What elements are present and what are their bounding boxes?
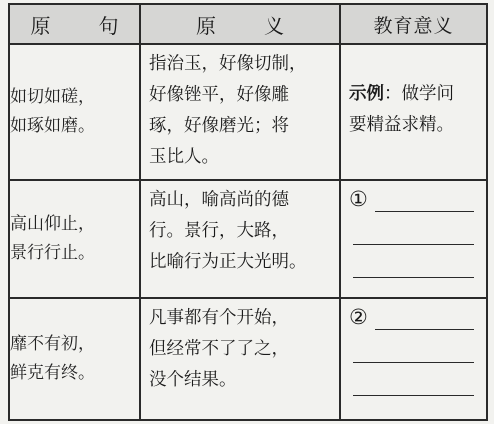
meaning-line: 琢，好像磨光；将 (149, 116, 289, 136)
answer-blank-row (349, 305, 478, 338)
header-education: 教育意义 (340, 4, 487, 44)
header-meaning: 原 义 (140, 4, 340, 44)
answer-blank-line[interactable] (353, 362, 474, 363)
header-row (9, 4, 487, 44)
table-row (9, 180, 487, 298)
meaning-line: 但经常不了了之， (149, 339, 289, 359)
idiom-table (8, 3, 488, 421)
meaning-line: 凡事都有个开始， (149, 308, 289, 328)
original-cell (9, 180, 140, 298)
meaning-line: 好像锉平，好像雕 (149, 85, 289, 105)
meaning-line: 玉比人。 (149, 147, 219, 167)
answer-blank-line[interactable] (353, 244, 474, 245)
meaning-line: 高山，喻高尚的德 (149, 190, 289, 210)
meaning-line: 比喻行为正大光明。 (149, 252, 307, 272)
answer-number-1: ① (349, 187, 368, 211)
answer-cell-1 (340, 180, 487, 298)
original-line: 景行行止。 (10, 243, 95, 263)
answer-blank-row (349, 253, 478, 286)
answer-blank-line[interactable] (375, 211, 474, 212)
table-row (9, 298, 487, 420)
meaning-cell (140, 180, 340, 298)
answer-blank-row (349, 371, 478, 404)
original-line: 如切如磋， (10, 87, 95, 107)
meaning-cell (140, 298, 340, 420)
meaning-cell (140, 44, 340, 180)
answer-blank-row (349, 187, 478, 220)
answer-blank-row (349, 220, 478, 253)
example-text: ：做学问 (384, 84, 454, 104)
meaning-line: 没个结果。 (149, 370, 237, 390)
answer-blank-line[interactable] (375, 329, 474, 330)
example-label: 示例 (349, 84, 384, 104)
meaning-line: 行。景行，大路， (149, 221, 289, 241)
answer-number-2: ② (349, 305, 368, 329)
answer-blank-row (349, 338, 478, 371)
original-cell (9, 298, 140, 420)
meaning-line: 指治玉，好像切制， (149, 54, 307, 74)
answer-blank-line[interactable] (353, 395, 474, 396)
answer-blank-line[interactable] (353, 277, 474, 278)
original-line: 如琢如磨。 (10, 116, 95, 136)
example-line (349, 79, 478, 110)
original-cell (9, 44, 140, 180)
example-line: 要精益求精。 (349, 115, 454, 135)
education-cell (340, 44, 487, 180)
table-row (9, 44, 487, 180)
header-original: 原 句 (9, 4, 140, 44)
original-line: 鲜克有终。 (10, 363, 95, 383)
original-line: 高山仰止， (10, 214, 95, 234)
answer-cell-2 (340, 298, 487, 420)
original-line: 靡不有初， (10, 334, 95, 354)
